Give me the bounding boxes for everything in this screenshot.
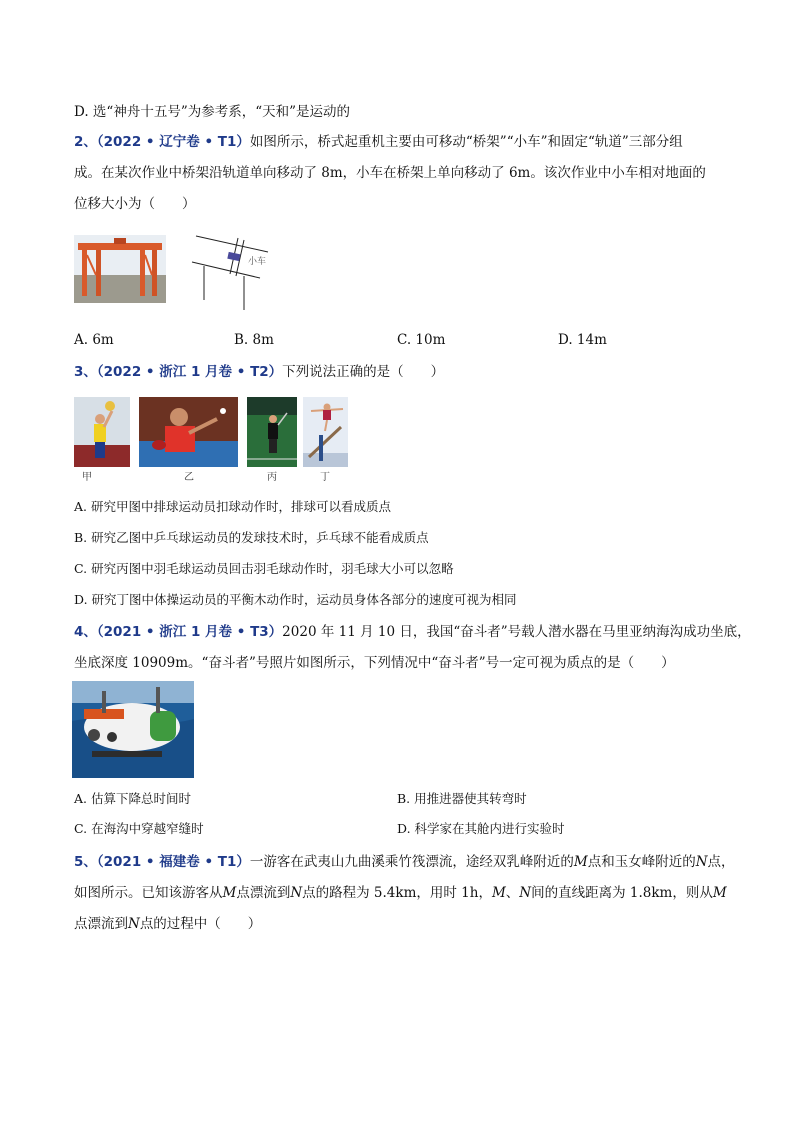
q5-point-n-4: N <box>128 916 140 932</box>
submersible-photo <box>72 681 194 778</box>
q2-tag: 2、（2022 • 辽宁卷 • T1） <box>74 134 250 150</box>
q2-option-b: B. 8m <box>234 332 274 348</box>
q5-text-1b: 点和玉女峰附近的 <box>587 854 696 870</box>
q2-text-1: 如图所示，桥式起重机主要由可移动“桥架”“小车”和固定“轨道”三部分组 <box>249 134 683 150</box>
q5-text-1c: 点， <box>707 854 735 870</box>
q5-text-2b: 点漂流到 <box>236 885 291 901</box>
q2-option-a: A. 6m <box>74 332 114 348</box>
q5-text-2d: 、 <box>505 885 520 901</box>
q3-text: 下列说法正确的是（ ） <box>282 364 445 380</box>
q5-line2 <box>74 883 727 903</box>
q5-line1 <box>74 852 735 872</box>
photo-yi-table-tennis <box>139 397 238 467</box>
caption-yi: 乙 <box>184 472 194 483</box>
q2-line2: 成。在某次作业中桥架沿轨道单向移动了 8m，小车在桥架上单向移动了 6m。该次作业中小车相对地面的 <box>74 165 706 181</box>
q2-option-d: D. 14m <box>558 332 607 348</box>
q5-text-2a: 如图所示。已知该游客从 <box>74 885 223 901</box>
photo-bing-badminton <box>247 397 297 467</box>
q4-option-c: C. 在海沟中穿越窄缝时 <box>74 821 204 836</box>
q3-option-b: B. 研究乙图中乒乓球运动员的发球技术时，乒乓球不能看成质点 <box>74 530 429 545</box>
q5-point-m: M <box>573 854 588 870</box>
q4-option-b: B. 用推进器使其转弯时 <box>397 791 527 806</box>
q1-option-d: D. 选“神舟十五号”为参考系，“天和”是运动的 <box>74 104 351 120</box>
q5-point-m-2: M <box>222 885 237 901</box>
q4-option-a: A. 估算下降总时间时 <box>74 791 191 806</box>
q3-option-a: A. 研究甲图中排球运动员扣球动作时，排球可以看成质点 <box>74 499 391 514</box>
q5-line3 <box>74 914 261 934</box>
q5-point-n-3: N <box>519 885 532 901</box>
crane-diagram <box>188 230 272 314</box>
caption-bing: 丙 <box>267 472 277 483</box>
q5-text-1a: 一游客在武夷山九曲溪乘竹筏漂流，途经双乳峰附近的 <box>249 854 574 870</box>
q5-point-m-4: M <box>712 885 727 901</box>
q4-text-1: 2020 年 11 月 10 日，我国“奋斗者”号载人潜水器在马里亚纳海沟成功坐底， <box>282 624 751 640</box>
photo-ding-balance-beam <box>303 397 348 467</box>
q5-text-3b: 点的过程中（ ） <box>139 916 262 932</box>
caption-jia: 甲 <box>82 472 92 483</box>
q2-line1 <box>74 132 683 152</box>
q4-line2: 坐底深度 10909m。“奋斗者”号照片如图所示，下列情况中“奋斗者”号一定可视为质点的是（ ） <box>74 655 675 671</box>
q5-text-2e: 间的直线距离为 1.8km，则从 <box>531 885 713 901</box>
q2-line3: 位移大小为（ ） <box>74 196 196 212</box>
q5-text-2c: 点的路程为 5.4km，用时 1h， <box>302 885 492 901</box>
q3-option-d: D. 研究丁图中体操运动员的平衡木动作时，运动员身体各部分的速度可视为相同 <box>74 592 517 607</box>
q3-option-c: C. 研究丙图中羽毛球运动员回击羽毛球动作时，羽毛球大小可以忽略 <box>74 561 454 576</box>
q5-text-3a: 点漂流到 <box>74 916 128 932</box>
q3-stem <box>74 362 444 382</box>
q4-tag: 4、（2021 • 浙江 1 月卷 • T3） <box>74 624 283 640</box>
q2-option-c: C. 10m <box>397 332 446 348</box>
q5-point-m-3: M <box>491 885 506 901</box>
q4-line1 <box>74 622 751 642</box>
q5-tag: 5、（2021 • 福建卷 • T1） <box>74 854 250 870</box>
caption-ding: 丁 <box>320 472 330 483</box>
q5-point-n-2: N <box>290 885 303 901</box>
q5-point-n: N <box>695 854 708 870</box>
crane-photo <box>74 235 166 303</box>
photo-jia-volleyball <box>74 397 130 467</box>
q3-tag: 3、（2022 • 浙江 1 月卷 • T2） <box>74 364 283 380</box>
q4-option-d: D. 科学家在其舱内进行实验时 <box>397 821 565 836</box>
trolley-label: 小车 <box>248 257 267 267</box>
